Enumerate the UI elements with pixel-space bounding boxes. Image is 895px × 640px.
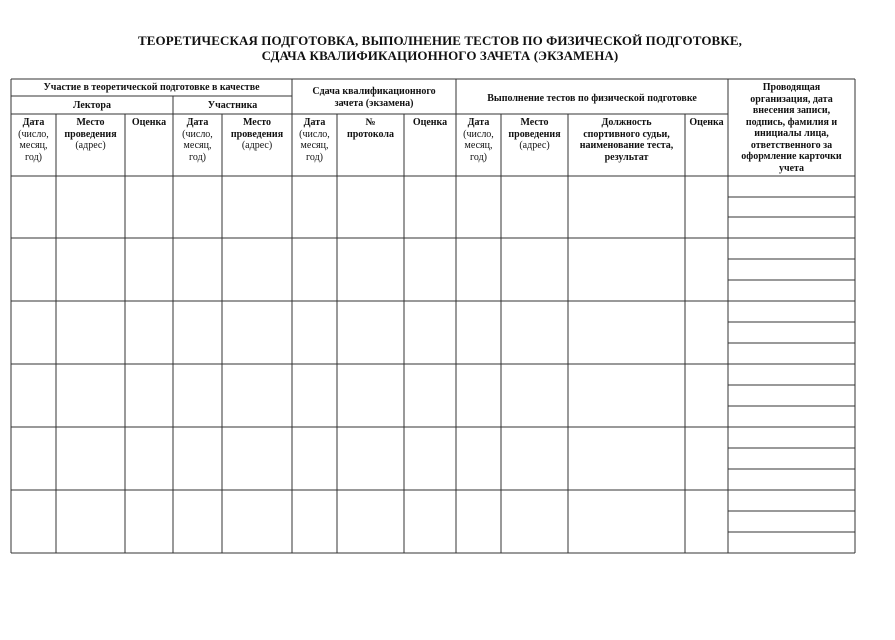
col-place-lecturer: Место проведения (адрес) [64, 117, 117, 151]
col-grade-lecturer: Оценка [131, 117, 167, 128]
header-participant: Участника [207, 100, 258, 111]
header-organization: Проводящая организация, дата внесения записи, подпись, фамилия и инициалы лица, ответственного за оформление карточки учета [741, 82, 842, 174]
col-date-participant: Дата (число, месяц, год) [182, 117, 213, 163]
col-grade-tests: Оценка [689, 117, 724, 128]
col-grade-exam: Оценка [412, 117, 448, 128]
col-judge: Должность спортивного судьи, наименование теста, результат [579, 117, 674, 163]
title-line-1: ТЕОРЕТИЧЕСКАЯ ПОДГОТОВКА, ВЫПОЛНЕНИЕ ТЕСТОВ ПО ФИЗИЧЕСКОЙ ПОДГОТОВКЕ, [138, 33, 742, 48]
header-theory: Участие в теоретической подготовке в качестве [43, 82, 260, 93]
col-date-tests: Дата (число, месяц, год) [463, 117, 494, 163]
title-line-2: СДАЧА КВАЛИФИКАЦИОННОГО ЗАЧЕТА (ЭКЗАМЕНА) [261, 48, 619, 63]
col-date-exam: Дата (число, месяц, год) [299, 117, 330, 163]
header-exam: Сдача квалификационного зачета (экзамена) [312, 86, 436, 109]
header-lecturer: Лектора [73, 100, 111, 111]
col-date-lecturer: Дата (число, месяц, год) [18, 117, 49, 163]
header-tests: Выполнение тестов по физической подготовке [487, 93, 697, 104]
col-place-participant: Место проведения (адрес) [230, 117, 284, 151]
col-place-tests: Место проведения (адрес) [508, 117, 561, 151]
col-protocol: № протокола [346, 117, 395, 140]
